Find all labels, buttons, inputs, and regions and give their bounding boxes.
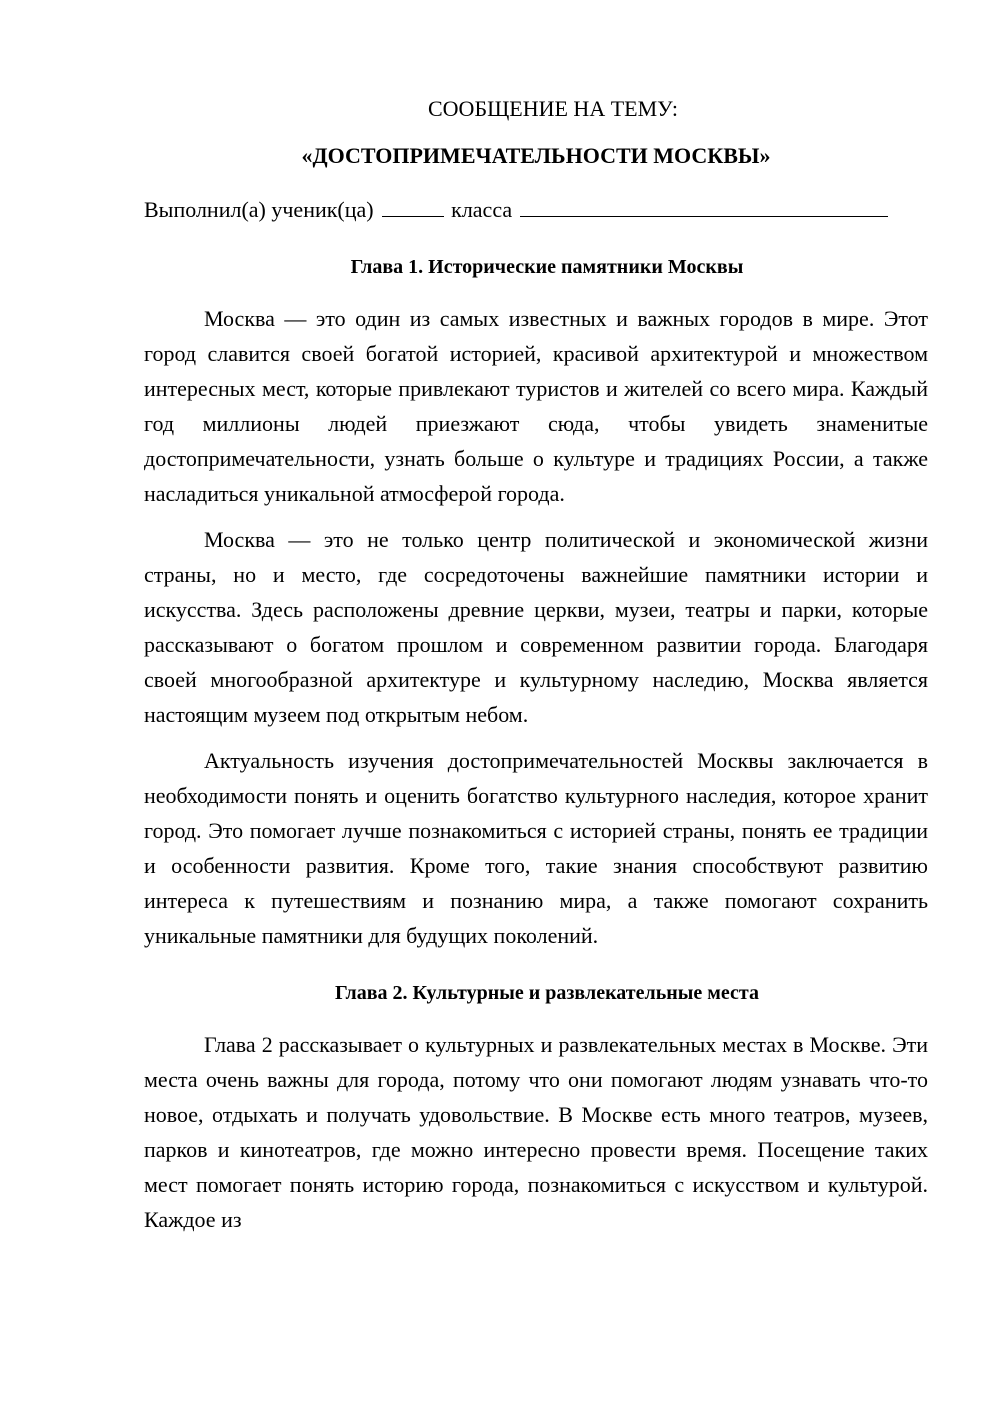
chapter1-heading: Глава 1. Исторические памятники Москвы	[350, 256, 744, 278]
chapter2-paragraph: Глава 2 рассказывает о культурных и развлекательных местах в Москве. Эти места очень важны для города, потому что они помогают людям узнавать что-то новое, отдыхать и получать удовольствие. В Москве есть много театров, музеев, парков и кинотеатров, где можно интересно провести время. Посещение таких мест помогает понять историю города, познакомиться с искусством и культурой. Каждое из	[144, 1032, 928, 1232]
document-title-line1: СООБЩЕНИЕ НА ТЕМУ:	[428, 96, 678, 121]
author-line	[144, 196, 928, 224]
chapter1-paragraph: Москва — это не только центр политической и экономической жизни страны, но и место, где сосредоточены важнейшие памятники истории и искусства. Здесь расположены древние церкви, музеи, театры и парки, которые рассказывают о богатом прошлом и современном развитии города. Благодаря своей многообразной архитектуре и культурному наследию, Москва является настоящим музеем под открытым небом.	[144, 527, 928, 727]
document-content	[144, 95, 928, 1237]
chapter1-paragraph: Москва — это один из самых известных и важных городов в мире. Этот город славится своей богатой историей, красивой архитектурой и множеством интересных мест, которые привлекают туристов и жителей со всего мира. Каждый год миллионы людей приезжают сюда, чтобы увидеть знаменитые достопримечательности, узнать больше о культуре и традициях России, а также насладиться уникальной атмосферой города.	[144, 306, 928, 506]
class-number-blank	[382, 215, 444, 217]
chapter2-heading: Глава 2. Культурные и развлекательные места	[335, 982, 759, 1004]
author-prefix-label: Выполнил(а) ученик(ца)	[144, 197, 374, 222]
document-title-line2: «ДОСТОПРИМЕЧАТЕЛЬНОСТИ МОСКВЫ»	[301, 143, 771, 168]
class-label: класса	[451, 197, 513, 222]
student-name-blank	[520, 215, 888, 217]
chapter1-paragraph: Актуальность изучения достопримечательностей Москвы заключается в необходимости понять и оценить богатство культурного наследия, которое хранит город. Это помогает лучше познакомиться с историей страны, понять ее традиции и особенности развития. Кроме того, такие знания способствуют развитию интереса к путешествиям и познанию мира, а также помогают сохранить уникальные памятники для будущих поколений.	[144, 748, 928, 948]
